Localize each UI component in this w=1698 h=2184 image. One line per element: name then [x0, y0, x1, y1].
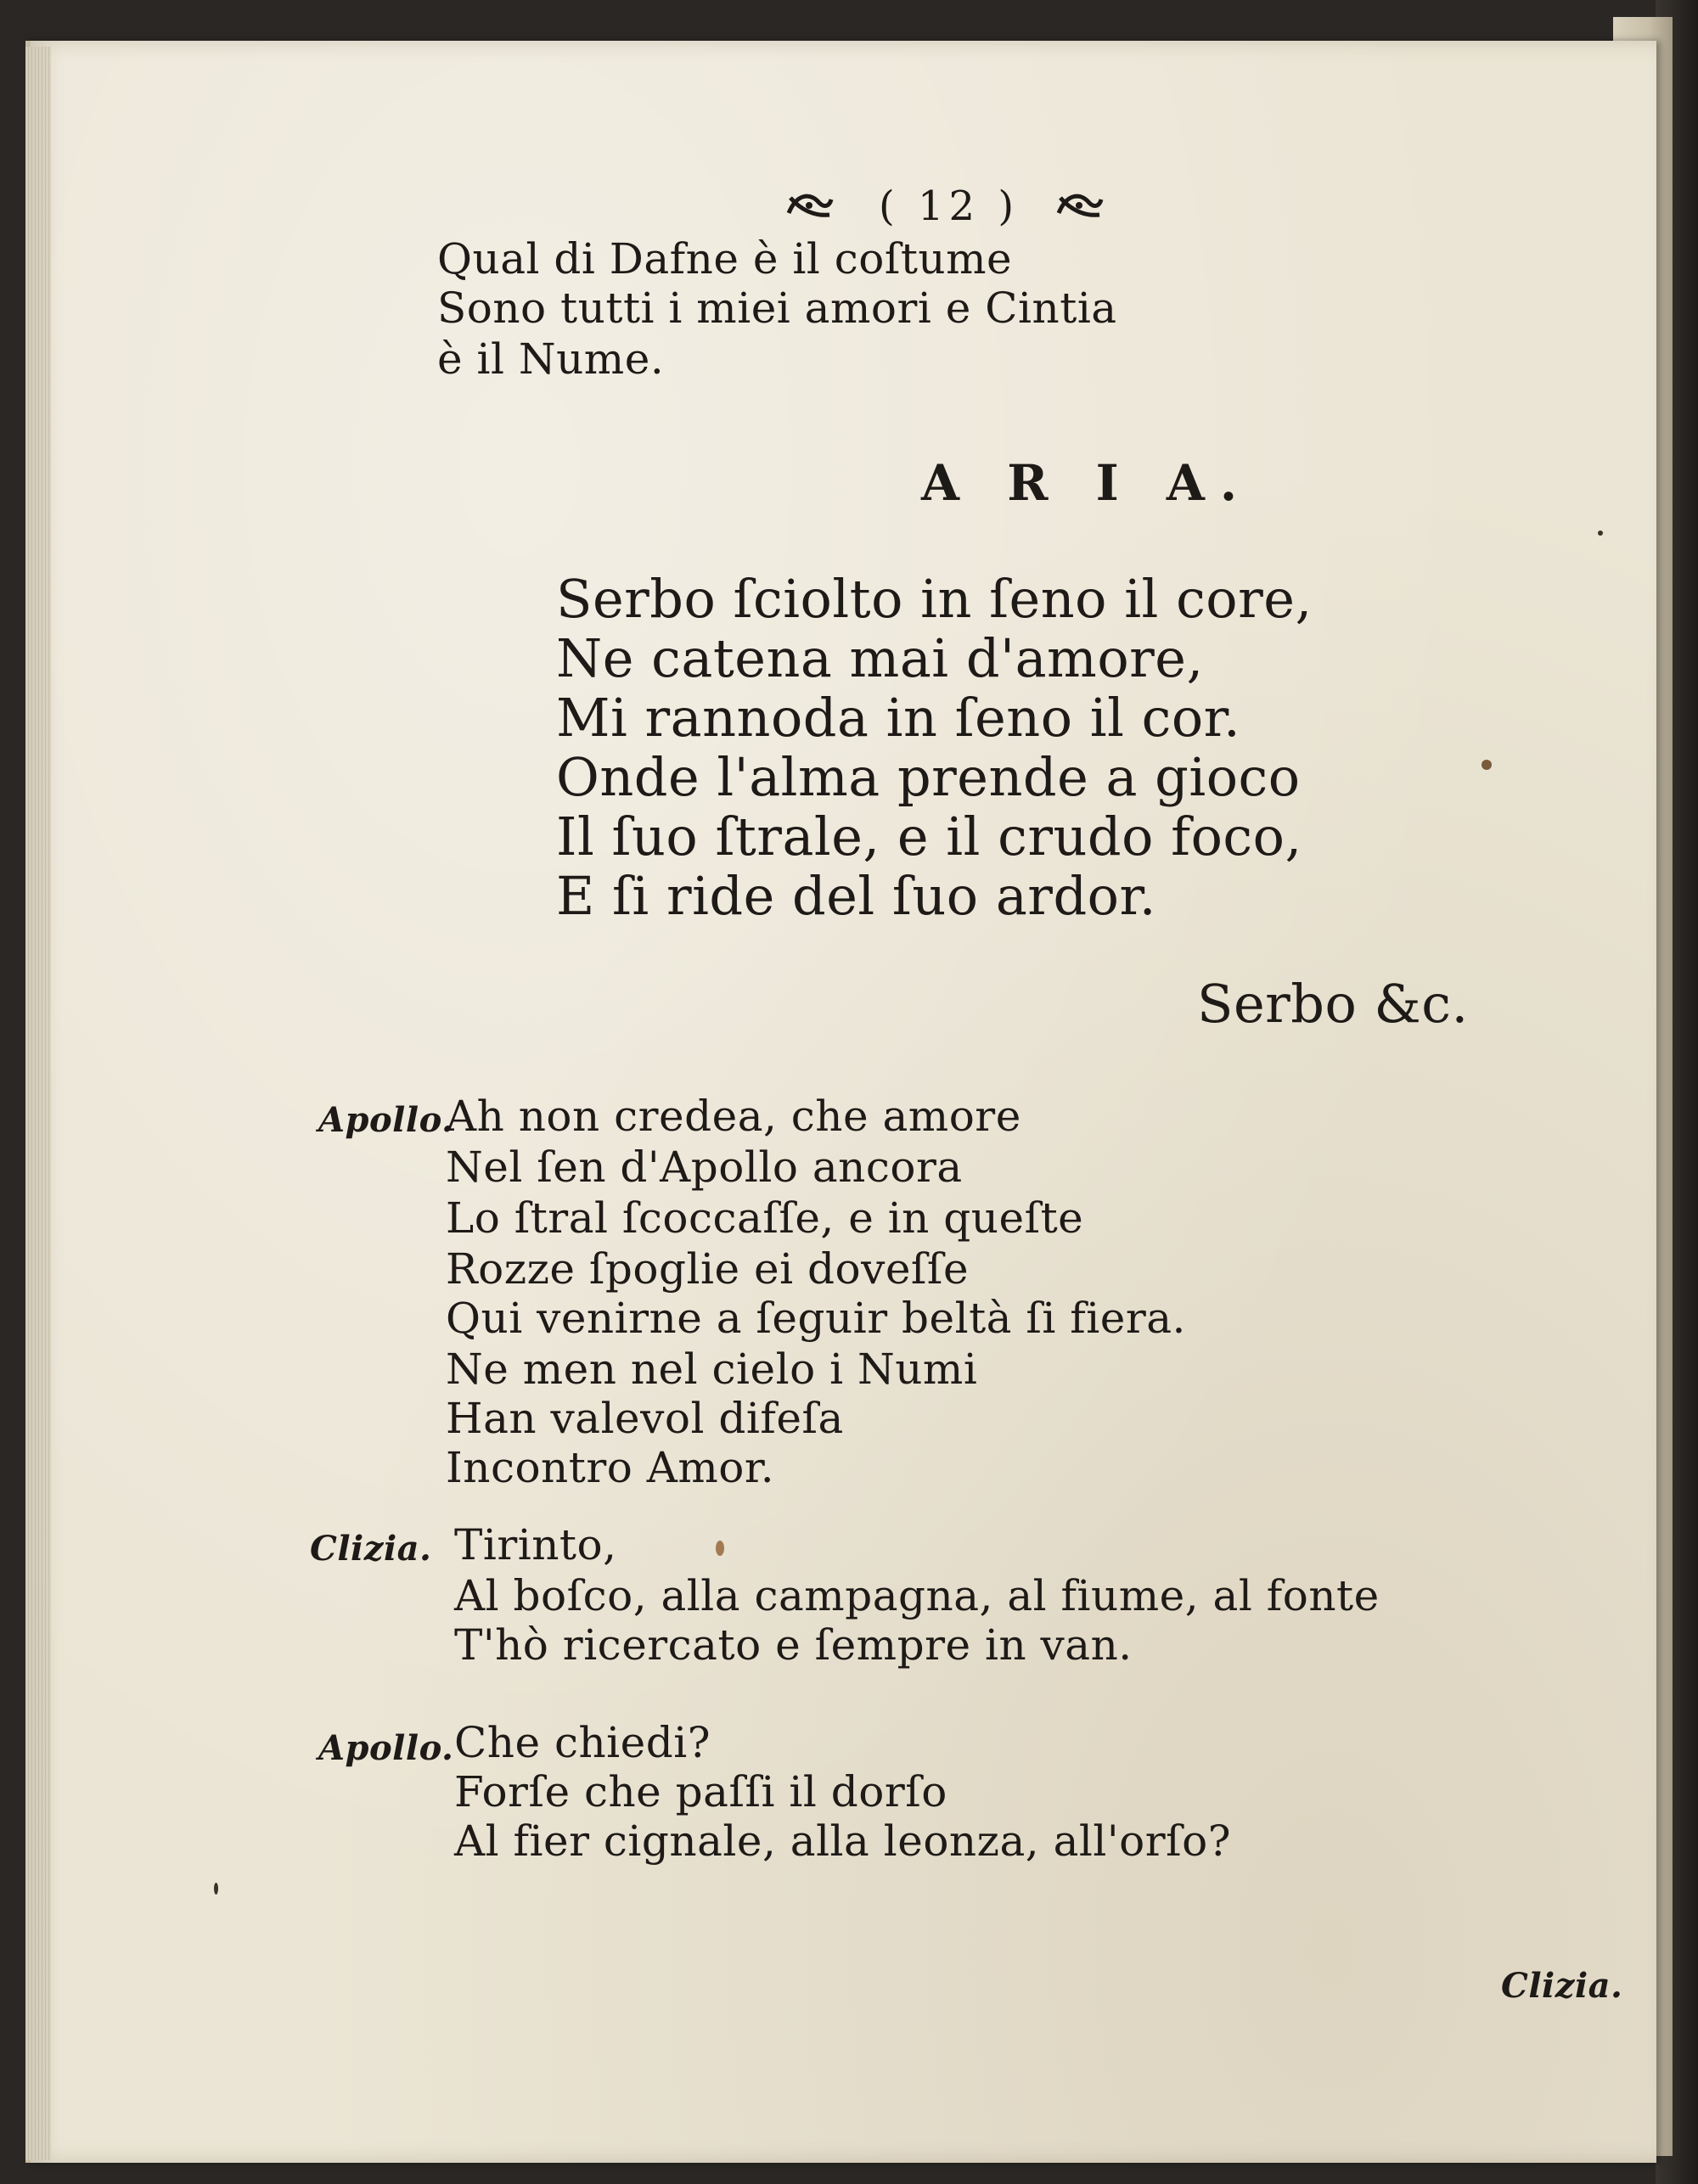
aria-line: Mi rannoda in ſeno il cor.: [556, 687, 1241, 749]
speech-line: Che chiedi?: [454, 1718, 711, 1767]
speech-line: Incontro Amor.: [446, 1443, 775, 1492]
aria-line: E ſi ride del ſuo ardor.: [556, 865, 1156, 927]
speech-line: Lo ſtral ſcoccaſſe, e in queſte: [446, 1193, 1084, 1243]
aria-line: Onde l'alma prende a gioco: [556, 746, 1301, 808]
speech-line: Nel ſen d'Apollo ancora: [446, 1143, 963, 1192]
aria-line: Serbo ſciolto in ſeno il core,: [556, 568, 1313, 630]
opening-line: Qual di Dafne è il coſtume: [437, 234, 1013, 284]
printers-ornament-icon: [785, 191, 835, 218]
opening-line: Sono tutti i miei amori e Cintia: [437, 284, 1117, 333]
speaker-label: Apollo.: [318, 1728, 454, 1768]
opening-line: è il Nume.: [437, 334, 665, 384]
speech-line: Al boſco, alla campagna, al fiume, al fonte: [454, 1571, 1380, 1620]
page-number: ( 12 ): [879, 182, 1020, 230]
printers-ornament-icon: [1055, 191, 1105, 218]
speech-line: Qui venirne a ſeguir beltà ſi fiera.: [446, 1294, 1186, 1343]
speaker-label: Apollo.: [318, 1100, 454, 1140]
speech-line: Ne men nel cielo i Numi: [446, 1345, 978, 1394]
speech-line: Ah non credea, che amore: [446, 1092, 1021, 1141]
speech-line: Forſe che paſſi il dorſo: [454, 1767, 947, 1816]
aria-line: Il ſuo ſtrale, e il crudo foco,: [556, 806, 1302, 867]
speaker-label: Clizia.: [310, 1529, 432, 1569]
aria-line: Ne catena mai d'amore,: [556, 627, 1204, 689]
running-header: [785, 182, 1150, 233]
foxing-spot: [1482, 760, 1492, 770]
speech-line: Tirinto,: [454, 1520, 617, 1569]
foxing-spot: [214, 1883, 218, 1895]
speech-line: Rozze ſpoglie ei doveſſe: [446, 1244, 970, 1294]
aria-heading: A R I A.: [921, 454, 1253, 512]
stacked-page-edges: [25, 47, 51, 2160]
aria-refrain: Serbo &c.: [1197, 973, 1469, 1035]
foxing-spot: [716, 1541, 724, 1556]
foxing-spot: [1598, 531, 1603, 536]
catchword: Clizia.: [1501, 1966, 1623, 2006]
speech-line: Han valevol difeſa: [446, 1394, 844, 1443]
speech-line: T'hò ricercato e ſempre in van.: [454, 1620, 1133, 1670]
speech-line: Al fier cignale, alla leonza, all'orſo?: [454, 1816, 1232, 1866]
